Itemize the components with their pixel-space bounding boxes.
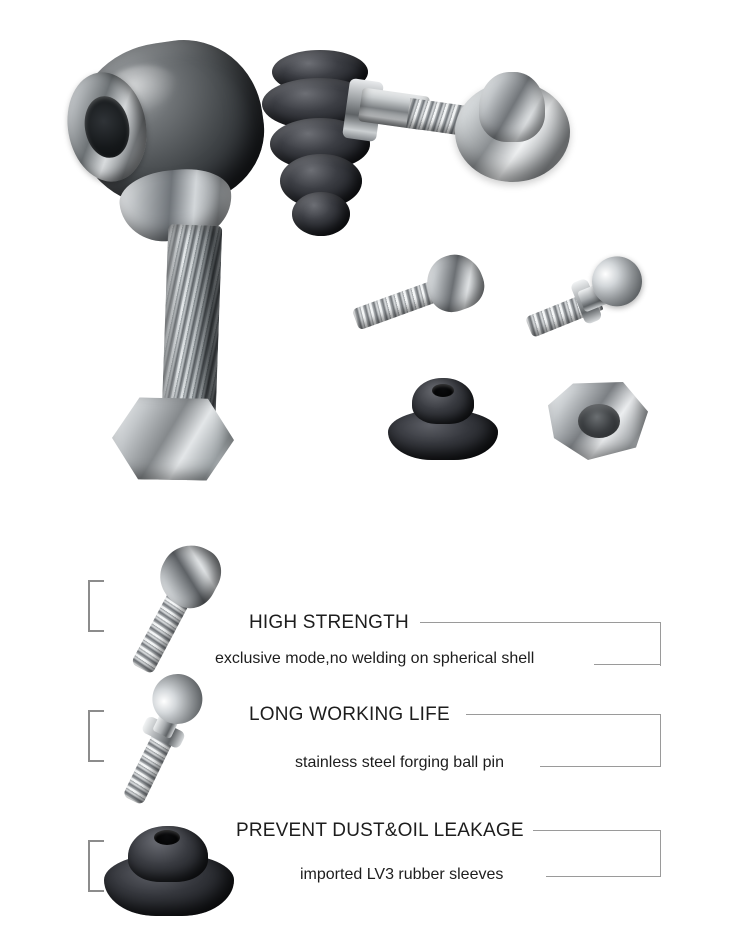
feature-title: PREVENT DUST&OIL LEAKAGE bbox=[236, 820, 524, 841]
feature-subtitle: imported LV3 rubber sleeves bbox=[300, 866, 504, 883]
title-rule bbox=[420, 622, 661, 623]
feature-title: HIGH STRENGTH bbox=[249, 612, 409, 633]
title-rule bbox=[533, 830, 661, 831]
rubber-sleeve-hole bbox=[432, 384, 454, 397]
rubber-sleeve-icon bbox=[388, 378, 498, 460]
flange-nut-crown bbox=[479, 72, 545, 142]
subtitle-rule bbox=[546, 876, 661, 877]
flange-nut-icon bbox=[455, 72, 570, 187]
hex-flange-nut-icon bbox=[548, 382, 648, 460]
feature-title: LONG WORKING LIFE bbox=[249, 704, 450, 725]
hex-flange-nut-hole bbox=[578, 404, 620, 438]
ribbed-dust-boot-icon bbox=[250, 42, 385, 242]
feature-row-prevent-dust-oil-leakage bbox=[0, 788, 750, 918]
title-rule bbox=[466, 714, 661, 715]
feature-subtitle: stainless steel forging ball pin bbox=[295, 754, 505, 771]
feature-subtitle: exclusive mode,no welding on spherical shell bbox=[215, 650, 535, 667]
rubber-sleeve-icon bbox=[104, 810, 234, 920]
hex-nut-icon bbox=[111, 397, 234, 481]
title-rule-endcap bbox=[660, 830, 661, 876]
bracket-icon bbox=[88, 840, 104, 892]
feature-row-long-working-life bbox=[0, 658, 750, 788]
feature-list bbox=[0, 500, 750, 930]
threaded-stud-icon bbox=[162, 224, 223, 416]
feature-row-high-strength bbox=[0, 528, 750, 667]
title-rule-endcap bbox=[660, 714, 661, 766]
subtitle-rule bbox=[540, 766, 661, 767]
ball-pin-icon bbox=[514, 247, 672, 388]
boot-rib-5 bbox=[292, 192, 350, 236]
rubber-sleeve-hole bbox=[154, 830, 180, 845]
